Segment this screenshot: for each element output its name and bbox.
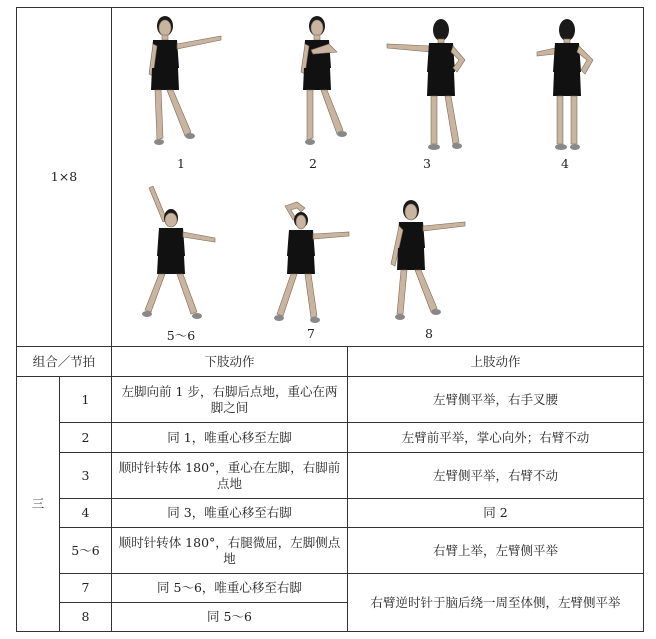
beat-cell: 5～6 [71,542,100,558]
pose-label-4: 4 [561,156,569,171]
beat-cell: 7 [81,580,90,595]
upper-cell: 左臂前平举，掌心向外；右臂不动 [401,429,590,445]
beat-cell: 1 [81,391,90,407]
header-upper-limb: 上肢动作 [470,353,521,369]
pose-figure-1 [135,14,225,154]
group-number: 三 [31,496,45,511]
upper-cell: 右臂上举，左臂侧平举 [432,542,558,558]
lower-cell: 同 5～6，唯重心移至右脚 [157,580,302,595]
beat-cell: 2 [81,429,90,445]
pose-label-3: 3 [423,156,431,171]
top-divider [111,8,112,346]
pose-label-5-6: 5～6 [166,328,196,343]
upper-cell: 左臂侧平举，右臂不动 [432,467,558,483]
pose-figure-8 [385,198,475,324]
pose-label-8: 8 [425,326,433,341]
pose-figure-7 [267,200,357,326]
header-group-beat: 组合／节拍 [32,353,96,369]
pose-figure-5-6 [139,186,219,324]
pose-label-1: 1 [177,156,185,171]
lower-cell: 顺时针转体 180°，右腿微屈，左脚侧点地 [118,534,341,566]
lower-cell: 顺时针转体 180°，重心在左脚，右脚前点地 [118,459,341,491]
beat-cell: 8 [81,609,90,624]
upper-cell: 同 2 [483,505,508,520]
pose-label-2: 2 [309,156,317,171]
group-count-label: 1×8 [50,169,78,184]
exercise-table [16,7,644,632]
pose-figure-2 [285,14,355,154]
lower-cell: 左脚向前 1 步，右脚后点地，重心在两脚之间 [121,383,338,415]
pose-figure-3 [379,16,479,156]
lower-cell: 同 3，唯重心移至右脚 [167,505,292,520]
upper-cell-merged: 右臂逆时针于脑后绕一周至体侧，左臂侧平举 [370,594,621,610]
beat-cell: 4 [81,505,90,520]
header-lower-limb: 下肢动作 [204,353,255,369]
lower-cell: 同 1，唯重心移至左脚 [167,429,292,445]
upper-cell: 左臂侧平举，右手叉腰 [432,391,558,407]
lower-cell: 同 5～6 [207,609,252,624]
pose-label-7: 7 [307,326,315,341]
pose-figure-4 [529,16,609,156]
beat-cell: 3 [81,467,90,483]
